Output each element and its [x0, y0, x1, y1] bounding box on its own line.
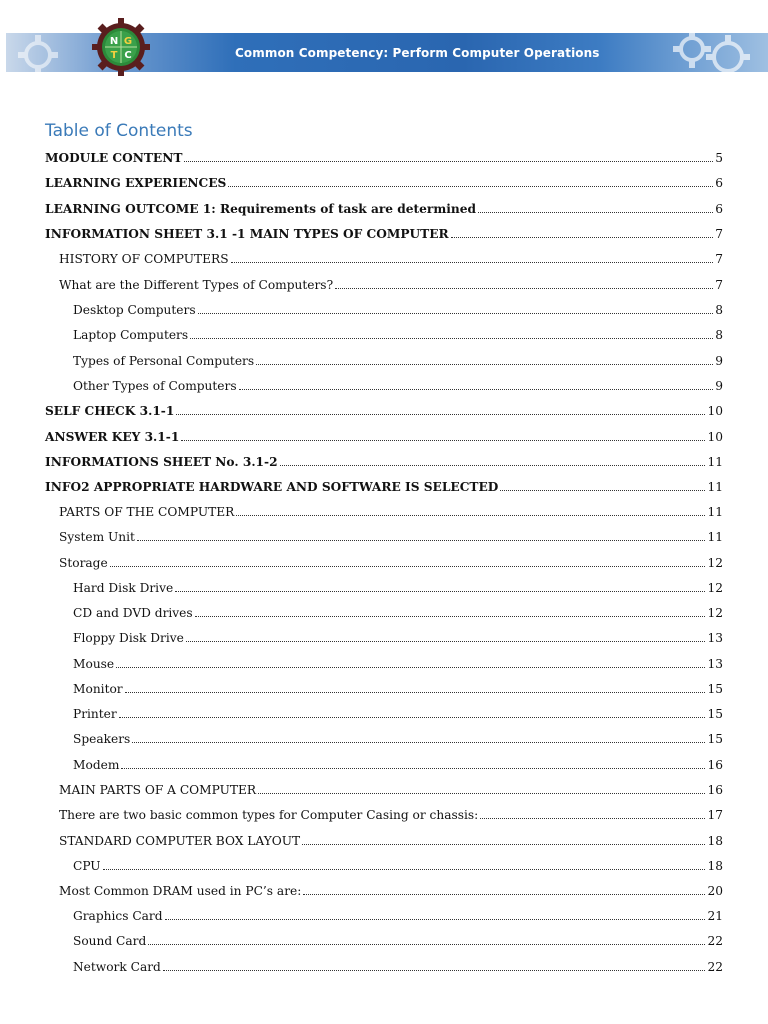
toc-entry[interactable]: [73, 954, 723, 974]
toc-entry[interactable]: [73, 651, 723, 671]
logo-letter-g: G: [123, 36, 133, 47]
toc-entry-title: Laptop Computers: [73, 328, 189, 342]
toc-entry-title: Graphics Card: [73, 909, 163, 923]
toc-entry-title: Floppy Disk Drive: [73, 631, 184, 645]
toc-dot-leader: [198, 312, 714, 314]
toc-entry-title: Network Card: [73, 960, 161, 974]
toc-entry[interactable]: [59, 802, 723, 822]
toc-dot-leader: [280, 464, 706, 466]
ngtc-logo: [90, 16, 152, 78]
toc-dot-leader: [186, 640, 706, 642]
toc-entry[interactable]: [45, 424, 723, 444]
toc-entry-title: Hard Disk Drive: [73, 581, 174, 595]
toc-entry-title: Types of Personal Computers: [73, 354, 255, 368]
toc-entry-title: There are two basic common types for Computer Casing or chassis:: [59, 808, 479, 822]
toc-entry-title: Other Types of Computers: [73, 379, 237, 393]
toc-entry[interactable]: [73, 701, 723, 721]
toc-entry-page: 7: [715, 252, 723, 266]
toc-entry-page: 10: [707, 430, 723, 444]
toc-dot-leader: [335, 287, 713, 289]
logo-letter-c: C: [124, 50, 132, 61]
toc-dot-leader: [256, 363, 713, 365]
toc-entry-title: SELF CHECK 3.1-1: [45, 404, 175, 418]
logo-letter-t: T: [110, 50, 118, 61]
toc-entry-page: 22: [707, 934, 723, 948]
toc-entry[interactable]: [73, 322, 723, 342]
toc-entry-page: 17: [707, 808, 723, 822]
toc-entry-page: 7: [715, 278, 723, 292]
toc-entry-page: 8: [715, 303, 723, 317]
toc-entry[interactable]: [73, 625, 723, 645]
toc-dot-leader: [116, 666, 705, 668]
gears-icon: [664, 33, 764, 72]
toc-dot-leader: [236, 514, 705, 516]
toc-entry[interactable]: [73, 575, 723, 595]
toc-entry[interactable]: [73, 903, 723, 923]
toc-entry[interactable]: [45, 196, 723, 216]
toc-entry-page: 6: [715, 176, 723, 190]
toc-entry[interactable]: [73, 676, 723, 696]
toc-entry-page: 11: [707, 480, 723, 494]
toc-dot-leader: [228, 185, 713, 187]
toc-entry-page: 22: [707, 960, 723, 974]
toc-dot-leader: [165, 918, 706, 920]
toc-entry-page: 11: [707, 455, 723, 469]
toc-entry-page: 20: [707, 884, 723, 898]
toc-entry-title: CD and DVD drives: [73, 606, 193, 620]
toc-dot-leader: [175, 590, 705, 592]
toc-dot-leader: [478, 211, 713, 213]
toc-entry-page: 6: [715, 202, 723, 216]
toc-entry[interactable]: [73, 373, 723, 393]
toc-entry[interactable]: [73, 348, 723, 368]
toc-entry[interactable]: [59, 499, 723, 519]
toc-heading: Table of Contents: [45, 121, 193, 141]
toc-dot-leader: [163, 969, 706, 971]
toc-entry[interactable]: [73, 752, 723, 772]
toc-entry-title: Monitor: [73, 682, 123, 696]
toc-dot-leader: [176, 413, 705, 415]
toc-entry-title: STANDARD COMPUTER BOX LAYOUT: [59, 834, 301, 848]
toc-dot-leader: [451, 236, 714, 238]
toc-entry-page: 16: [707, 758, 723, 772]
toc-entry[interactable]: [45, 221, 723, 241]
toc-entry-page: 15: [707, 732, 723, 746]
toc-entry[interactable]: [45, 474, 723, 494]
toc-entry-page: 16: [707, 783, 723, 797]
toc-dot-leader: [137, 539, 706, 541]
toc-entry-page: 13: [707, 657, 723, 671]
toc-entry[interactable]: [45, 145, 723, 165]
toc-entry-page: 10: [707, 404, 723, 418]
toc-entry-page: 15: [707, 682, 723, 696]
toc-entry-title: Most Common DRAM used in PC’s are:: [59, 884, 302, 898]
toc-entry[interactable]: [45, 170, 723, 190]
toc-entry-page: 15: [707, 707, 723, 721]
toc-entry-page: 9: [715, 379, 723, 393]
toc-entry[interactable]: [59, 878, 723, 898]
toc-dot-leader: [258, 792, 705, 794]
toc-dot-leader: [500, 489, 705, 491]
toc-entry-title: System Unit: [59, 530, 135, 544]
toc-entry[interactable]: [73, 600, 723, 620]
toc-entry[interactable]: [59, 828, 723, 848]
toc-entry-title: Printer: [73, 707, 117, 721]
toc-dot-leader: [480, 817, 705, 819]
toc-entry-title: What are the Different Types of Computers?: [59, 278, 334, 292]
toc-entry-title: Storage: [59, 556, 108, 570]
toc-entry[interactable]: [73, 928, 723, 948]
toc-entry[interactable]: [73, 853, 723, 873]
toc-entry-page: 18: [707, 859, 723, 873]
toc-entry-page: 12: [707, 581, 723, 595]
toc-entry-page: 8: [715, 328, 723, 342]
logo-letter-n: N: [109, 36, 119, 47]
toc-entry-title: Mouse: [73, 657, 115, 671]
toc-entry-page: 5: [715, 151, 723, 165]
toc-dot-leader: [110, 565, 706, 567]
toc-entry-page: 11: [707, 530, 723, 544]
toc-dot-leader: [231, 261, 714, 263]
toc-entry-title: MAIN PARTS OF A COMPUTER: [59, 783, 257, 797]
toc-entry-page: 18: [707, 834, 723, 848]
toc-entry[interactable]: [59, 524, 723, 544]
toc-entry[interactable]: [59, 272, 723, 292]
toc-entry-title: PARTS OF THE COMPUTER: [59, 505, 235, 519]
toc-entry-title: Modem: [73, 758, 120, 772]
toc-dot-leader: [239, 388, 714, 390]
toc-entry-page: 12: [707, 606, 723, 620]
toc-entry-title: INFORMATION SHEET 3.1 -1 MAIN TYPES OF COMPUTER: [45, 227, 449, 241]
toc-dot-leader: [302, 843, 705, 845]
toc-entry[interactable]: [73, 297, 723, 317]
toc-entry-title: MODULE CONTENT: [45, 151, 183, 165]
toc-dot-leader: [121, 767, 705, 769]
toc-entry[interactable]: [45, 398, 723, 418]
toc-entry[interactable]: [45, 449, 723, 469]
toc-dot-leader: [303, 893, 705, 895]
toc-entry-title: Sound Card: [73, 934, 147, 948]
toc-entry-title: LEARNING OUTCOME 1: Requirements of task are determined: [45, 202, 477, 216]
toc-entry-page: 13: [707, 631, 723, 645]
toc-dot-leader: [190, 337, 713, 339]
toc-entry[interactable]: [59, 777, 723, 797]
toc-dot-leader: [181, 439, 705, 441]
toc-entry-title: ANSWER KEY 3.1-1: [45, 430, 180, 444]
toc-entry-page: 7: [715, 227, 723, 241]
banner-title: Common Competency: Perform Computer Operations: [235, 46, 600, 60]
toc-entry[interactable]: [59, 550, 723, 570]
toc-entry-page: 12: [707, 556, 723, 570]
toc-entry-title: INFORMATIONS SHEET No. 3.1-2: [45, 455, 278, 469]
gear-icon: [8, 33, 78, 72]
toc-dot-leader: [119, 716, 706, 718]
toc-entry-page: 11: [707, 505, 723, 519]
toc-entry-title: INFO2 APPROPRIATE HARDWARE AND SOFTWARE IS SELECTED: [45, 480, 499, 494]
toc-entry[interactable]: [59, 246, 723, 266]
toc-entry-title: Desktop Computers: [73, 303, 196, 317]
toc-dot-leader: [132, 741, 705, 743]
toc-dot-leader: [148, 943, 705, 945]
toc-entry-title: HISTORY OF COMPUTERS: [59, 252, 229, 266]
toc-dot-leader: [195, 615, 706, 617]
toc-dot-leader: [184, 160, 713, 162]
toc-entry[interactable]: [73, 726, 723, 746]
toc-entry-title: Speakers: [73, 732, 131, 746]
toc-entry-page: 9: [715, 354, 723, 368]
toc-entry-title: LEARNING EXPERIENCES: [45, 176, 227, 190]
toc-entry-page: 21: [707, 909, 723, 923]
toc-entry-title: CPU: [73, 859, 101, 873]
toc-dot-leader: [125, 691, 706, 693]
toc-dot-leader: [103, 868, 706, 870]
